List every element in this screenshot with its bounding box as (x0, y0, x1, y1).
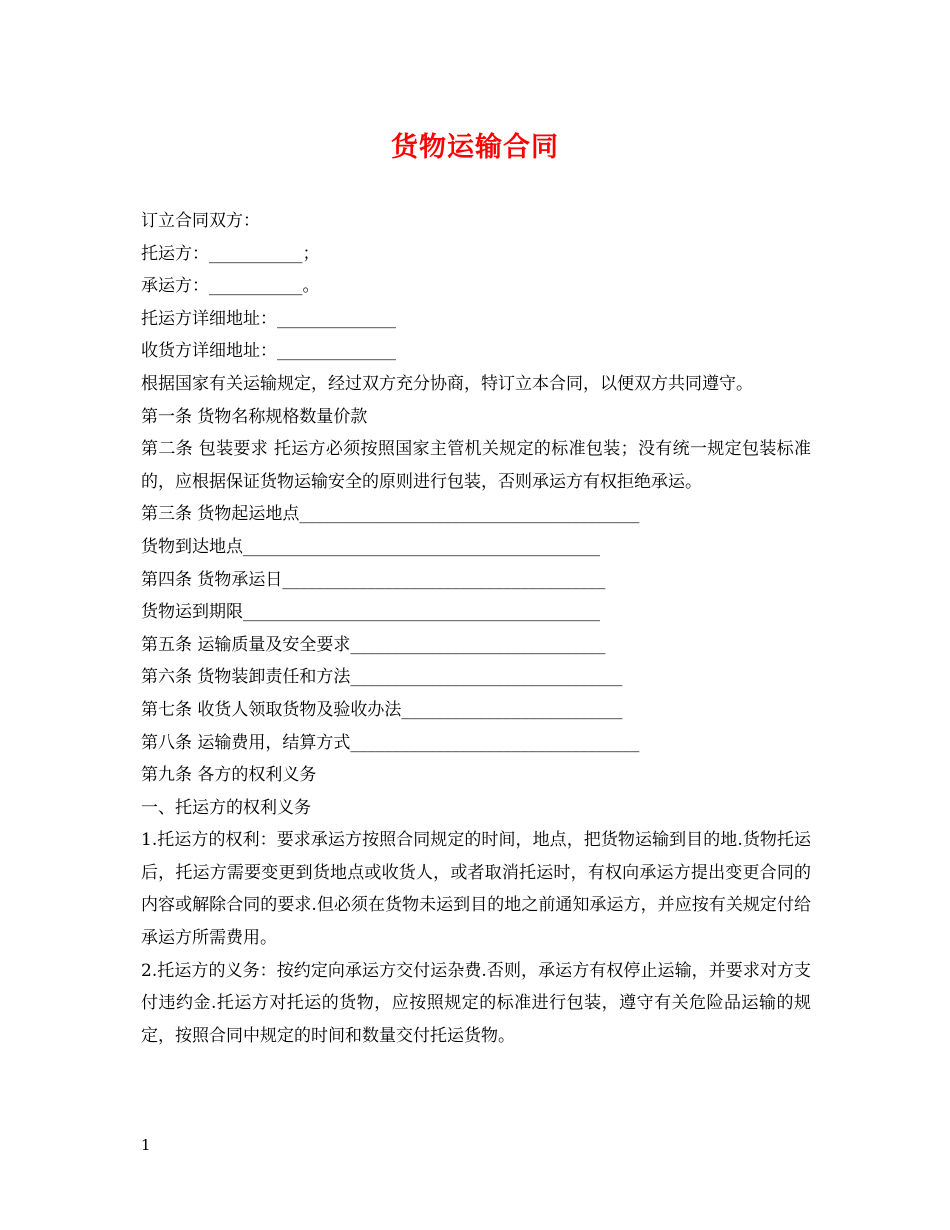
document-body (141, 205, 811, 1052)
article-5: 第五条 运输质量及安全要求______________________________ (141, 634, 606, 655)
article-6: 第六条 货物装卸责任和方法________________________________ (141, 667, 623, 688)
section-shipper-rights: 一、托运方的权利义务 (141, 797, 311, 818)
article-4-date: 第四条 货物承运日______________________________________ (141, 569, 606, 590)
parties-heading: 订立合同双方： (141, 211, 260, 231)
article-7: 第七条 收货人领取货物及验收办法__________________________ (141, 699, 623, 720)
shipper-address-field: 托运方详细地址：______________ (141, 308, 396, 329)
preamble: 根据国家有关运输规定，经过双方充分协商，特订立本合同，以便双方共同遵守。 (141, 373, 753, 394)
article-3-origin: 第三条 货物起运地点________________________________________ (141, 504, 640, 525)
carrier-field: 承运方：___________。 (141, 276, 320, 297)
page-title: 货物运输合同 (391, 132, 559, 163)
article-4-deadline: 货物运到期限__________________________________________ (141, 602, 600, 623)
shipper-field: 托运方：___________； (141, 243, 320, 264)
article-1: 第一条 货物名称规格数量价款 (141, 406, 368, 427)
page-number: 1 (141, 1136, 151, 1154)
shipper-obligations-paragraph: 2.托运方的义务：按约定向承运方交付运杂费.否则，承运方有权停止运输，并要求对方支付违约金.托运方对托运的货物，应按照规定的标准进行包装，遵守有关危险品运输的规定，按照合同中规定的时间和数量交付托运货物。 (141, 960, 811, 1046)
article-2: 第二条 包装要求 托运方必须按照国家主管机关规定的标准包装；没有统一规定包装标准的，应根据保证货物运输安全的原则进行包装，否则承运方有权拒绝承运。 (141, 439, 811, 492)
consignee-address-field: 收货方详细地址：______________ (141, 341, 396, 362)
article-8: 第八条 运输费用，结算方式__________________________________ (141, 732, 640, 753)
shipper-rights-paragraph: 1.托运方的权利：要求承运方按照合同规定的时间，地点，把货物运输到目的地.货物托运后，托运方需要变更到货地点或收货人，或者取消托运时，有权向承运方提出变更合同的内容或解除合同的要求.但必须在货物未运到目的地之前通知承运方，并应按有关规定付给承运方所需费用。 (141, 830, 811, 949)
article-9: 第九条 各方的权利义务 (141, 765, 317, 786)
article-3-destination: 货物到达地点__________________________________________ (141, 536, 600, 557)
